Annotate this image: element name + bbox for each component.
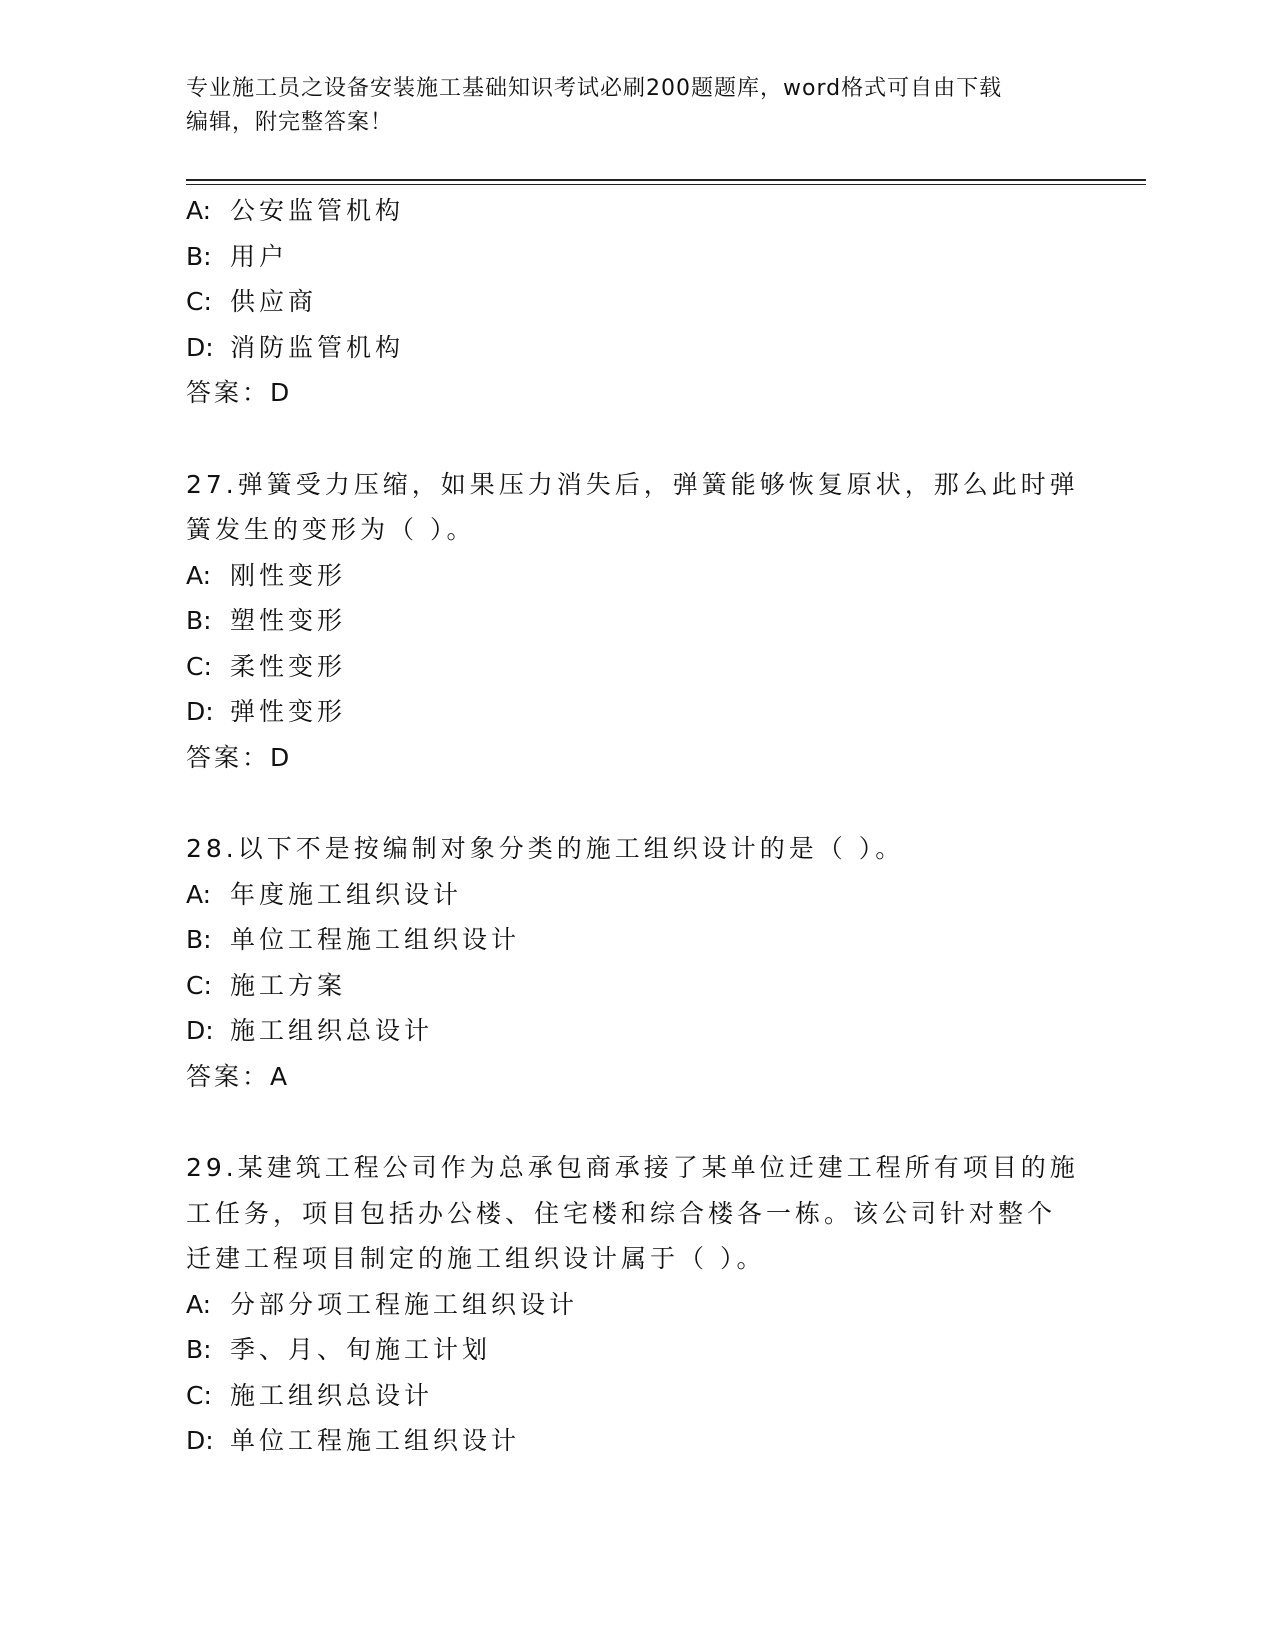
option-letter: A: [186, 879, 212, 909]
option-text: 刚性变形 [230, 560, 347, 590]
question-stem-line: 簧发生的变形为（ ）。 [186, 515, 476, 544]
option-text: 季、月、旬施工计划 [230, 1335, 492, 1364]
option-b [186, 917, 1066, 963]
option-letter: D: [186, 1426, 214, 1455]
option-letter: C: [186, 287, 212, 316]
question-26-continued [186, 188, 1066, 416]
option-letter: D: [186, 332, 214, 362]
option-text: 柔性变形 [230, 651, 347, 681]
document-header [186, 72, 1086, 140]
question-28 [186, 826, 1066, 1099]
option-letter: B: [186, 606, 212, 635]
option-d [186, 689, 1066, 735]
question-stem-line: 27.弹簧受力压缩，如果压力消失后，弹簧能够恢复原状，那么此时弹 [186, 469, 1079, 499]
option-a [186, 188, 1066, 234]
answer-line: 答案：D [186, 378, 293, 407]
option-text: 公安监管机构 [230, 196, 405, 225]
option-d [186, 1008, 1066, 1054]
question-stem-line: 工任务，项目包括办公楼、住宅楼和综合楼各一栋。该公司针对整个 [186, 1198, 1057, 1228]
option-text: 消防监管机构 [230, 332, 405, 362]
option-text: 年度施工组织设计 [230, 879, 463, 909]
option-text: 施工组织总设计 [230, 1380, 434, 1410]
option-d [186, 1418, 1066, 1464]
option-text: 单位工程施工组织设计 [230, 925, 521, 954]
option-text: 分部分项工程施工组织设计 [230, 1289, 579, 1319]
spacer [186, 416, 1066, 462]
option-text: 单位工程施工组织设计 [230, 1426, 521, 1455]
header-divider-thin [186, 184, 1146, 185]
option-c [186, 279, 1066, 325]
option-letter: C: [186, 1380, 212, 1410]
option-letter: D: [186, 697, 214, 726]
option-letter: B: [186, 925, 212, 954]
spacer [186, 780, 1066, 826]
answer-line: 答案：D [186, 742, 293, 772]
option-letter: B: [186, 241, 212, 271]
document-body [186, 188, 1079, 1464]
option-letter: D: [186, 1016, 214, 1045]
option-letter: C: [186, 651, 212, 681]
option-c [186, 963, 1066, 1009]
option-text: 塑性变形 [230, 606, 347, 635]
option-a [186, 553, 1066, 599]
option-letter: A: [186, 1289, 212, 1319]
option-text: 供应商 [230, 287, 318, 316]
header-divider-thick [186, 179, 1146, 181]
question-29 [186, 1145, 1079, 1464]
option-c [186, 644, 1066, 690]
option-b [186, 598, 1066, 644]
option-b [186, 234, 1066, 280]
header-line-1: 专业施工员之设备安装施工基础知识考试必刷200题题库，word格式可自由下载 [186, 76, 1003, 101]
option-letter: C: [186, 970, 212, 1000]
option-text: 用户 [230, 241, 289, 271]
answer-line: 答案：A [186, 1061, 291, 1091]
question-stem-line: 29.某建筑工程公司作为总承包商承接了某单位迁建工程所有项目的施 [186, 1153, 1079, 1182]
option-a [186, 872, 1066, 918]
question-stem-line: 迁建工程项目制定的施工组织设计属于（ ）。 [186, 1244, 766, 1273]
option-letter: A: [186, 560, 212, 590]
header-line-2: 编辑，附完整答案！ [186, 110, 394, 135]
option-text: 施工方案 [230, 970, 347, 1000]
option-a [186, 1282, 1066, 1328]
option-letter: B: [186, 1335, 212, 1364]
option-text: 施工组织总设计 [230, 1016, 434, 1045]
spacer [186, 1099, 1066, 1145]
option-c [186, 1373, 1066, 1419]
option-letter: A: [186, 196, 212, 225]
question-stem-line: 28.以下不是按编制对象分类的施工组织设计的是（ ）。 [186, 834, 905, 863]
option-d [186, 325, 1066, 371]
question-27 [186, 462, 1079, 781]
option-text: 弹性变形 [230, 697, 347, 726]
option-b [186, 1327, 1066, 1373]
